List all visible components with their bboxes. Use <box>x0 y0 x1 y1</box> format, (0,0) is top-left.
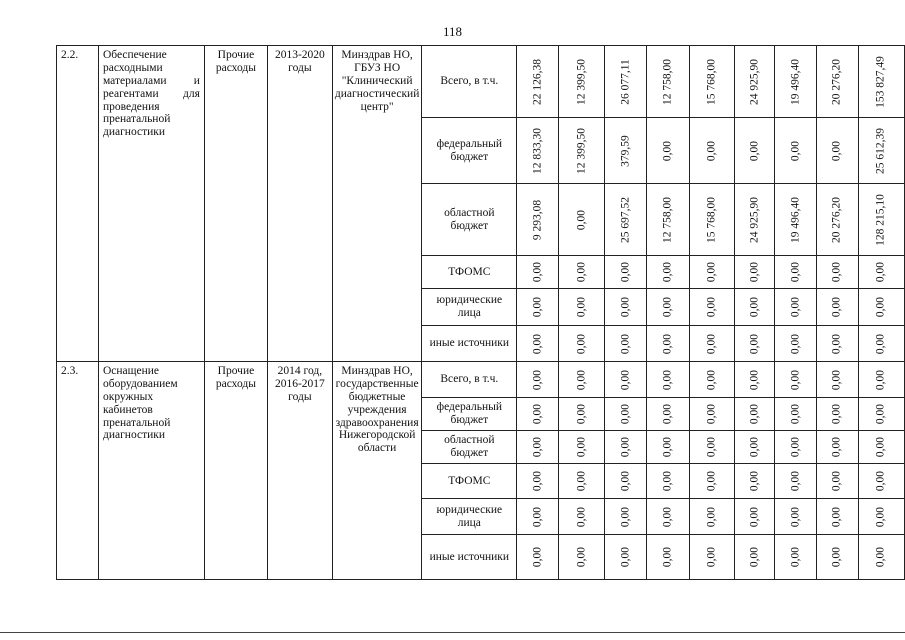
page-number: 118 <box>442 24 463 39</box>
item-name <box>98 46 204 362</box>
amount-value: 0,00 <box>575 403 588 425</box>
amount-value: 379,59 <box>619 134 632 167</box>
amount-value: 0,00 <box>619 369 632 390</box>
amount-value: 0,00 <box>705 546 718 568</box>
amount-value: 0,00 <box>575 506 588 527</box>
table-row <box>57 46 905 118</box>
amount-value: 0,00 <box>531 470 544 492</box>
amount-cell <box>690 46 735 118</box>
amount-cell <box>858 464 904 499</box>
amount-cell <box>605 431 647 464</box>
amount-value: 22 126,38 <box>531 58 544 105</box>
amount-cell <box>858 535 904 580</box>
funding-source: юридические лица <box>422 499 517 535</box>
expense-type <box>204 46 267 362</box>
amount-value: 0,00 <box>748 369 761 390</box>
amount-cell <box>559 398 605 431</box>
amount-cell <box>690 256 735 289</box>
amount-value: 15 768,00 <box>705 196 718 243</box>
funding-source: юридические лица <box>422 289 517 326</box>
amount-cell <box>858 362 904 398</box>
amount-value: 26 077,11 <box>619 58 632 105</box>
amount-value: 0,00 <box>831 546 844 568</box>
amount-value: 15 768,00 <box>705 58 718 105</box>
amount-cell <box>517 184 559 256</box>
amount-cell <box>605 118 647 184</box>
amount-cell <box>605 326 647 362</box>
amount-cell <box>517 535 559 580</box>
amount-cell <box>605 46 647 118</box>
amount-cell <box>517 499 559 535</box>
amount-value: 0,00 <box>831 140 844 161</box>
amount-cell <box>605 464 647 499</box>
amount-value: 0,00 <box>875 261 888 283</box>
amount-value: 0,00 <box>789 296 802 318</box>
amount-cell <box>775 184 817 256</box>
amount-cell <box>647 535 690 580</box>
amount-cell <box>647 184 690 256</box>
amount-cell <box>517 326 559 362</box>
amount-value: 9 293,08 <box>531 199 544 240</box>
amount-cell <box>735 464 775 499</box>
amount-cell <box>690 362 735 398</box>
amount-value: 0,00 <box>789 506 802 527</box>
amount-value: 0,00 <box>575 369 588 390</box>
amount-cell <box>517 118 559 184</box>
amount-value: 24 925,90 <box>748 58 761 105</box>
amount-value: 0,00 <box>789 436 802 458</box>
amount-cell <box>559 289 605 326</box>
item-executor <box>332 46 421 362</box>
amount-cell <box>605 289 647 326</box>
amount-cell <box>816 499 858 535</box>
amount-value: 24 925,90 <box>748 196 761 243</box>
amount-cell <box>559 499 605 535</box>
amount-cell <box>816 46 858 118</box>
amount-cell <box>647 118 690 184</box>
amount-value: 0,00 <box>661 140 674 161</box>
amount-value: 0,00 <box>831 506 844 527</box>
amount-value: 0,00 <box>531 261 544 283</box>
amount-value: 0,00 <box>875 296 888 318</box>
item-executor <box>332 362 421 580</box>
amount-value: 0,00 <box>531 296 544 318</box>
amount-value: 0,00 <box>575 209 588 230</box>
amount-value: 0,00 <box>575 261 588 283</box>
funding-source: Всего, в т.ч. <box>422 362 517 398</box>
item-name-text: Обеспечение расходными материалами и реагентами для проведения пренатальной диагностики <box>102 49 200 139</box>
amount-cell <box>559 184 605 256</box>
amount-cell <box>735 46 775 118</box>
amount-cell <box>816 256 858 289</box>
amount-cell <box>775 431 817 464</box>
amount-cell <box>517 256 559 289</box>
amount-cell <box>647 289 690 326</box>
item-name-text: Оснащение оборудованием окружных кабинетов пренатальной диагностики <box>102 365 178 442</box>
amount-cell <box>735 431 775 464</box>
amount-cell <box>517 362 559 398</box>
item-executor-text: Минздрав НО, государственные бюджетные учреждения здравоохранения Нижегородской области <box>335 365 419 455</box>
amount-value: 0,00 <box>531 506 544 527</box>
amount-cell <box>816 118 858 184</box>
amount-value: 0,00 <box>531 403 544 425</box>
amount-cell <box>775 398 817 431</box>
amount-value: 0,00 <box>875 506 888 527</box>
amount-value: 0,00 <box>875 403 888 425</box>
amount-cell <box>690 398 735 431</box>
amount-value: 0,00 <box>619 546 632 568</box>
amount-value: 12 399,50 <box>575 127 588 174</box>
amount-value: 0,00 <box>789 261 802 283</box>
amount-value: 0,00 <box>875 470 888 492</box>
amount-cell <box>559 326 605 362</box>
item-number-text: 2.2. <box>61 49 79 61</box>
amount-value: 0,00 <box>661 261 674 283</box>
item-period <box>267 46 332 362</box>
amount-cell <box>647 464 690 499</box>
amount-cell <box>858 431 904 464</box>
amount-value: 0,00 <box>831 333 844 354</box>
amount-value: 153 827,49 <box>875 55 888 108</box>
amount-cell <box>517 46 559 118</box>
amount-value: 0,00 <box>619 470 632 492</box>
amount-cell <box>816 431 858 464</box>
amount-value: 0,00 <box>661 506 674 527</box>
expense-type-text: Прочие расходы <box>215 365 256 390</box>
amount-value: 0,00 <box>875 546 888 568</box>
amount-cell <box>735 118 775 184</box>
amount-value: 0,00 <box>705 403 718 425</box>
amount-value: 0,00 <box>875 333 888 354</box>
amount-value: 0,00 <box>575 296 588 318</box>
amount-value: 0,00 <box>575 333 588 354</box>
amount-cell <box>559 362 605 398</box>
amount-value: 0,00 <box>831 403 844 425</box>
amount-cell <box>517 464 559 499</box>
item-executor-text: Минздрав НО, ГБУЗ НО "Клинический диагностический центр" <box>334 49 420 113</box>
table-row <box>57 362 905 398</box>
amount-value: 0,00 <box>619 296 632 318</box>
amount-value: 12 758,00 <box>661 58 674 105</box>
amount-cell <box>647 398 690 431</box>
amount-cell <box>775 256 817 289</box>
amount-value: 0,00 <box>875 369 888 390</box>
amount-value: 0,00 <box>748 296 761 318</box>
amount-cell <box>858 289 904 326</box>
amount-value: 0,00 <box>831 436 844 458</box>
item-name <box>98 362 204 580</box>
amount-value: 19 496,40 <box>789 58 802 105</box>
amount-value: 0,00 <box>531 436 544 458</box>
amount-cell <box>816 326 858 362</box>
amount-cell <box>559 431 605 464</box>
amount-value: 0,00 <box>789 403 802 425</box>
funding-source: областной бюджет <box>422 184 517 256</box>
expense-type <box>204 362 267 580</box>
amount-value: 0,00 <box>705 506 718 527</box>
amount-cell <box>647 46 690 118</box>
amount-value: 0,00 <box>748 403 761 425</box>
amount-cell <box>816 289 858 326</box>
funding-source: ТФОМС <box>422 256 517 289</box>
amount-cell <box>858 118 904 184</box>
item-number <box>57 362 99 580</box>
amount-cell <box>775 289 817 326</box>
item-period-text: 2013-2020 годы <box>274 49 325 74</box>
amount-value: 12 758,00 <box>661 196 674 243</box>
item-number <box>57 46 99 362</box>
amount-cell <box>735 184 775 256</box>
amount-cell <box>605 362 647 398</box>
amount-value: 0,00 <box>705 261 718 283</box>
amount-value: 0,00 <box>748 506 761 527</box>
amount-cell <box>690 118 735 184</box>
amount-cell <box>690 289 735 326</box>
amount-value: 0,00 <box>661 436 674 458</box>
amount-cell <box>517 289 559 326</box>
funding-source: иные источники <box>422 326 517 362</box>
amount-cell <box>647 431 690 464</box>
amount-value: 0,00 <box>705 296 718 318</box>
amount-cell <box>735 326 775 362</box>
funding-source: Всего, в т.ч. <box>422 46 517 118</box>
amount-value: 0,00 <box>661 296 674 318</box>
amount-cell <box>816 184 858 256</box>
amount-cell <box>559 46 605 118</box>
amount-cell <box>690 535 735 580</box>
amount-cell <box>735 499 775 535</box>
amount-value: 0,00 <box>831 261 844 283</box>
amount-cell <box>517 431 559 464</box>
amount-cell <box>858 184 904 256</box>
amount-value: 0,00 <box>619 436 632 458</box>
amount-value: 0,00 <box>831 470 844 492</box>
amount-value: 0,00 <box>831 369 844 390</box>
amount-cell <box>559 118 605 184</box>
amount-value: 0,00 <box>531 546 544 568</box>
expense-type-text: Прочие расходы <box>215 49 256 74</box>
amount-value: 20 276,20 <box>831 58 844 105</box>
amount-value: 0,00 <box>705 140 718 161</box>
amount-cell <box>858 398 904 431</box>
amount-cell <box>775 464 817 499</box>
amount-value: 0,00 <box>789 369 802 390</box>
amount-cell <box>647 499 690 535</box>
amount-cell <box>690 431 735 464</box>
amount-cell <box>647 326 690 362</box>
amount-cell <box>775 326 817 362</box>
amount-cell <box>735 256 775 289</box>
amount-value: 0,00 <box>875 436 888 458</box>
amount-value: 0,00 <box>661 470 674 492</box>
amount-cell <box>735 535 775 580</box>
amount-value: 0,00 <box>575 470 588 492</box>
amount-cell <box>605 535 647 580</box>
amount-value: 0,00 <box>661 403 674 425</box>
amount-cell <box>690 326 735 362</box>
page-bottom-rule <box>0 632 905 633</box>
amount-value: 0,00 <box>789 470 802 492</box>
funding-source: федеральный бюджет <box>422 398 517 431</box>
amount-value: 0,00 <box>748 140 761 161</box>
amount-cell <box>816 464 858 499</box>
amount-cell <box>735 398 775 431</box>
amount-cell <box>735 362 775 398</box>
amount-cell <box>816 535 858 580</box>
amount-value: 0,00 <box>789 140 802 161</box>
funding-source: областной бюджет <box>422 431 517 464</box>
amount-cell <box>690 464 735 499</box>
program-table <box>56 45 905 580</box>
amount-cell <box>858 499 904 535</box>
amount-cell <box>735 289 775 326</box>
amount-cell <box>605 184 647 256</box>
amount-cell <box>559 535 605 580</box>
amount-value: 0,00 <box>748 436 761 458</box>
amount-cell <box>775 499 817 535</box>
amount-cell <box>858 326 904 362</box>
amount-cell <box>858 256 904 289</box>
funding-source: иные источники <box>422 535 517 580</box>
amount-cell <box>775 118 817 184</box>
amount-value: 0,00 <box>661 333 674 354</box>
amount-value: 0,00 <box>748 333 761 354</box>
amount-cell <box>690 184 735 256</box>
amount-cell <box>775 535 817 580</box>
item-period <box>267 362 332 580</box>
amount-value: 19 496,40 <box>789 196 802 243</box>
amount-value: 0,00 <box>705 436 718 458</box>
amount-value: 0,00 <box>705 333 718 354</box>
amount-value: 0,00 <box>705 369 718 390</box>
amount-cell <box>605 256 647 289</box>
amount-value: 0,00 <box>575 436 588 458</box>
amount-value: 25 612,39 <box>875 127 888 174</box>
amount-cell <box>605 499 647 535</box>
item-number-text: 2.3. <box>61 365 79 377</box>
amount-value: 0,00 <box>748 261 761 283</box>
funding-source: ТФОМС <box>422 464 517 499</box>
amount-value: 0,00 <box>531 333 544 354</box>
amount-value: 0,00 <box>789 546 802 568</box>
amount-cell <box>775 362 817 398</box>
amount-value: 128 215,10 <box>875 193 888 246</box>
amount-value: 0,00 <box>789 333 802 354</box>
amount-value: 0,00 <box>619 333 632 354</box>
amount-value: 0,00 <box>661 369 674 390</box>
amount-value: 0,00 <box>619 403 632 425</box>
item-period-text: 2014 год, 2016-2017 годы <box>274 365 325 403</box>
amount-value: 0,00 <box>831 296 844 318</box>
amount-cell <box>559 464 605 499</box>
amount-cell <box>647 256 690 289</box>
amount-value: 0,00 <box>661 546 674 568</box>
amount-cell <box>605 398 647 431</box>
amount-value: 0,00 <box>705 470 718 492</box>
amount-cell <box>690 499 735 535</box>
amount-cell <box>775 46 817 118</box>
amount-value: 0,00 <box>575 546 588 568</box>
amount-cell <box>858 46 904 118</box>
amount-value: 25 697,52 <box>619 196 632 243</box>
amount-value: 0,00 <box>619 261 632 283</box>
amount-cell <box>559 256 605 289</box>
amount-value: 20 276,20 <box>831 196 844 243</box>
amount-value: 0,00 <box>531 369 544 390</box>
amount-cell <box>647 362 690 398</box>
amount-value: 0,00 <box>748 546 761 568</box>
amount-cell <box>816 362 858 398</box>
amount-value: 12 399,50 <box>575 58 588 105</box>
funding-source: федеральный бюджет <box>422 118 517 184</box>
amount-value: 0,00 <box>748 470 761 492</box>
amount-cell <box>816 398 858 431</box>
amount-value: 0,00 <box>619 506 632 527</box>
amount-cell <box>517 398 559 431</box>
amount-value: 12 833,30 <box>531 127 544 174</box>
